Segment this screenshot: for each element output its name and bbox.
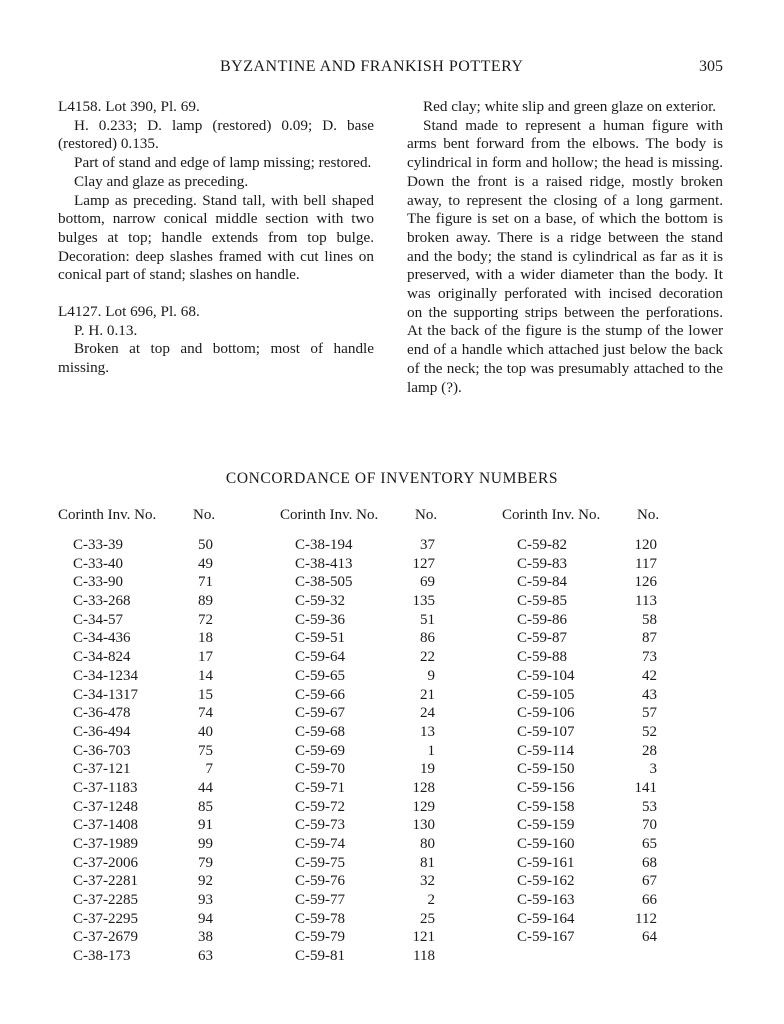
header-no: No. — [637, 507, 660, 523]
inventory-number: C-59-70 — [295, 761, 345, 778]
inventory-number: C-33-39 — [73, 537, 123, 553]
inventory-number: C-59-158 — [517, 798, 575, 815]
inventory-number: C-37-1408 — [73, 817, 138, 834]
entry-fabric-figure-stand: Red clay; white slip and green glaze on exterior. — [423, 98, 717, 115]
catalogue-number: 37 — [420, 537, 435, 553]
inventory-number: C-59-81 — [295, 948, 345, 965]
catalogue-number: 1 — [427, 742, 435, 759]
catalogue-number: 15 — [198, 686, 213, 703]
inventory-number: C-59-87 — [517, 630, 567, 647]
inventory-number: C-59-84 — [517, 574, 567, 591]
inventory-number: C-59-64 — [295, 649, 345, 666]
inventory-number: C-38-413 — [295, 555, 353, 572]
catalogue-number: 14 — [198, 667, 213, 684]
inventory-number: C-59-163 — [517, 892, 575, 909]
catalogue-number: 69 — [420, 574, 435, 591]
inventory-number: C-59-65 — [295, 667, 345, 684]
catalogue-number: 112 — [635, 910, 657, 927]
inventory-number: C-59-68 — [295, 723, 345, 740]
inventory-number: C-38-173 — [73, 948, 131, 965]
catalogue-number: 2 — [427, 892, 435, 909]
inventory-number: C-34-57 — [73, 611, 123, 628]
catalogue-number: 53 — [642, 798, 657, 815]
inventory-number: C-59-114 — [517, 742, 574, 759]
inventory-number: C-37-2295 — [73, 910, 138, 927]
catalogue-number: 28 — [642, 742, 657, 759]
inventory-number: C-59-78 — [295, 910, 345, 927]
catalogue-number: 135 — [412, 593, 435, 610]
inventory-number: C-59-162 — [517, 873, 575, 890]
inventory-number: C-59-32 — [295, 593, 345, 610]
inventory-number: C-34-824 — [73, 649, 131, 666]
catalogue-number: 113 — [635, 593, 657, 610]
inventory-number: C-59-72 — [295, 798, 345, 815]
header-inv-no: Corinth Inv. No. — [280, 507, 379, 523]
inventory-number: C-37-2006 — [73, 854, 138, 871]
catalogue-number: 118 — [413, 948, 435, 965]
catalogue-number: 67 — [642, 873, 657, 890]
catalogue-number: 93 — [198, 892, 213, 909]
catalogue-number: 44 — [198, 779, 213, 796]
concordance-title: CONCORDANCE OF INVENTORY NUMBERS — [225, 470, 559, 487]
catalogue-number: 92 — [198, 873, 213, 890]
catalogue-number: 89 — [198, 593, 213, 610]
right-column — [407, 98, 723, 397]
entry-condition-l4158: Part of stand and edge of lamp missing; restored. — [74, 154, 372, 172]
running-head — [0, 58, 784, 82]
inventory-number: C-59-164 — [517, 910, 575, 927]
left-column — [58, 98, 374, 378]
catalogue-number: 19 — [420, 761, 435, 778]
catalogue-number: 43 — [642, 686, 657, 703]
catalogue-number: 73 — [642, 649, 657, 666]
inventory-number: C-34-1234 — [73, 667, 138, 684]
catalogue-number: 49 — [198, 555, 213, 572]
catalogue-number: 57 — [642, 705, 657, 722]
entry-heading-l4127: L4127. Lot 696, Pl. 68. — [58, 303, 200, 321]
catalogue-number: 66 — [642, 892, 657, 909]
inventory-number: C-59-79 — [295, 929, 345, 946]
inventory-number: C-59-36 — [295, 611, 345, 628]
inventory-number: C-34-1317 — [73, 686, 138, 703]
inventory-number: C-38-505 — [295, 574, 353, 591]
catalogue-number: 71 — [198, 574, 213, 591]
inventory-number: C-59-167 — [517, 929, 575, 946]
header-inv-no: Corinth Inv. No. — [58, 507, 157, 523]
entry-heading-l4158: L4158. Lot 390, Pl. 69. — [58, 98, 200, 115]
catalogue-number: 9 — [427, 667, 435, 684]
inventory-number: C-37-2281 — [73, 873, 138, 890]
inventory-number: C-59-88 — [517, 649, 567, 666]
inventory-number: C-59-159 — [517, 817, 575, 834]
catalogue-number: 63 — [198, 948, 213, 965]
catalogue-number: 68 — [642, 854, 657, 871]
catalogue-number: 18 — [198, 630, 213, 647]
catalogue-number: 126 — [634, 574, 657, 591]
inventory-number: C-33-90 — [73, 574, 123, 591]
inventory-number: C-59-74 — [295, 836, 345, 852]
catalogue-number: 38 — [198, 929, 213, 946]
inventory-number: C-59-156 — [517, 779, 575, 796]
inventory-number: C-59-160 — [517, 836, 575, 852]
catalogue-number: 121 — [412, 929, 435, 946]
catalogue-number: 24 — [420, 705, 435, 722]
inventory-number: C-59-107 — [517, 723, 575, 740]
catalogue-number: 32 — [420, 873, 435, 890]
inventory-number: C-36-703 — [73, 742, 131, 759]
inventory-number: C-36-478 — [73, 705, 131, 722]
catalogue-number: 58 — [642, 611, 657, 628]
catalogue-number: 129 — [412, 798, 435, 815]
catalogue-number: 50 — [198, 537, 213, 553]
inventory-number: C-33-268 — [73, 593, 131, 610]
entry-description-figure-stand: Stand made to represent a human figure with arms bent forward from the elbows. The body is cylindrical in form and hollow; the head is missing. Down the front is a raised ridge, mostly broken away, to represent the closing of a long garment. The figure is set on a base, of which the bottom is broken away. There is a ridge between the stand and the body; the stand is cylindrical as far as it is preserved, with a wider diameter than the body. It was originally perforated with incised decoration on the supporting strips between the perforations. At the back of the figure is the stump of the lower end of a handle which attached just below the back of the neck; the top was presumably attached to the lamp (?). — [407, 116, 723, 396]
header-no: No. — [193, 507, 216, 523]
page-number: 305 — [699, 58, 723, 75]
catalogue-number: 7 — [205, 761, 213, 778]
catalogue-number: 21 — [420, 686, 435, 703]
inventory-number: C-59-51 — [295, 630, 345, 647]
inventory-number: C-38-194 — [295, 537, 353, 553]
header-inv-no: Corinth Inv. No. — [502, 507, 601, 523]
inventory-number: C-37-2679 — [73, 929, 138, 946]
inventory-number: C-37-1248 — [73, 798, 138, 815]
inventory-number: C-59-75 — [295, 854, 345, 871]
catalogue-number: 127 — [412, 555, 435, 572]
catalogue-number: 40 — [198, 723, 213, 740]
inventory-number: C-59-66 — [295, 686, 345, 703]
catalogue-number: 81 — [420, 854, 435, 871]
inventory-number: C-59-150 — [517, 761, 575, 778]
inventory-number: C-59-85 — [517, 593, 567, 610]
inventory-number: C-59-71 — [295, 779, 345, 796]
catalogue-number: 74 — [198, 705, 213, 722]
catalogue-number: 70 — [642, 817, 657, 834]
catalogue-number: 79 — [198, 854, 213, 871]
entry-dimensions-l4127: P. H. 0.13. — [74, 321, 138, 339]
inventory-number: C-59-106 — [517, 705, 575, 722]
inventory-number: C-59-161 — [517, 854, 575, 871]
inventory-number: C-36-494 — [73, 723, 131, 740]
catalogue-number: 141 — [634, 779, 657, 796]
inventory-number: C-37-1989 — [73, 836, 138, 852]
inventory-number: C-59-67 — [295, 705, 345, 722]
inventory-number: C-59-82 — [517, 537, 567, 553]
catalogue-number: 65 — [642, 836, 657, 852]
catalogue-number: 75 — [198, 742, 213, 759]
entry-dimensions-l4158: H. 0.233; D. lamp (restored) 0.09; D. base (restored) 0.135. — [58, 116, 374, 153]
inventory-number: C-59-86 — [517, 611, 567, 628]
catalogue-number: 25 — [420, 910, 435, 927]
running-title: BYZANTINE AND FRANKISH POTTERY — [220, 58, 524, 75]
inventory-number: C-59-77 — [295, 892, 345, 909]
inventory-number: C-59-104 — [517, 667, 575, 684]
catalogue-number: 72 — [198, 611, 213, 628]
catalogue-number: 52 — [642, 723, 657, 740]
catalogue-number: 17 — [198, 649, 213, 666]
catalogue-number: 94 — [198, 910, 213, 927]
inventory-number: C-59-76 — [295, 873, 345, 890]
catalogue-number: 42 — [642, 667, 657, 684]
inventory-number: C-37-121 — [73, 761, 131, 778]
entry-condition-l4127: Broken at top and bottom; most of handle missing. — [58, 340, 374, 377]
catalogue-number: 13 — [420, 723, 435, 740]
entry-description-l4158: Lamp as preceding. Stand tall, with bell shaped bottom, narrow conical middle section with two bulges at top; handle extends from top bulge. Decoration: deep slashes framed with cut lines on conical part of stand; slashes on handle. — [58, 191, 374, 284]
catalogue-number: 130 — [412, 817, 435, 834]
inventory-number: C-33-40 — [73, 555, 123, 572]
catalogue-number: 87 — [642, 630, 657, 647]
inventory-number: C-59-83 — [517, 555, 567, 572]
inventory-number: C-59-73 — [295, 817, 345, 834]
inventory-number: C-34-436 — [73, 630, 131, 647]
catalogue-number: 117 — [635, 555, 657, 572]
catalogue-number: 51 — [420, 611, 435, 628]
inventory-number: C-59-69 — [295, 742, 345, 759]
header-no: No. — [415, 507, 438, 523]
inventory-number: C-59-105 — [517, 686, 575, 703]
catalogue-number: 91 — [198, 817, 213, 834]
catalogue-number: 86 — [420, 630, 435, 647]
catalogue-number: 120 — [634, 537, 657, 553]
entry-fabric-l4158: Clay and glaze as preceding. — [74, 172, 249, 190]
catalogue-number: 128 — [412, 779, 435, 796]
catalogue-number: 80 — [420, 836, 435, 852]
catalogue-number: 99 — [198, 836, 213, 852]
catalogue-number: 85 — [198, 798, 213, 815]
inventory-number: C-37-2285 — [73, 892, 138, 909]
catalogue-number: 64 — [642, 929, 657, 946]
catalogue-number: 22 — [420, 649, 435, 666]
inventory-number: C-37-1183 — [73, 779, 138, 796]
catalogue-number: 3 — [649, 761, 657, 778]
